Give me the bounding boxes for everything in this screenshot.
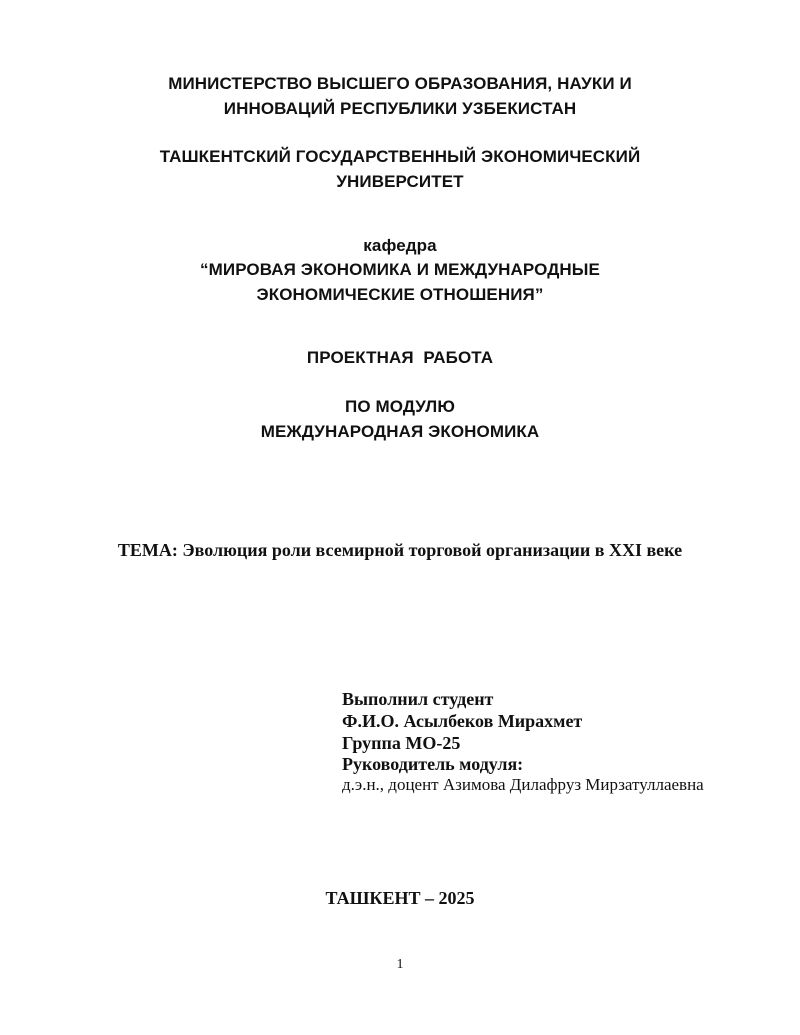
supervisor-label: Руководитель модуля: [342,754,524,774]
ministry-line-2: ИННОВАЦИЙ РЕСПУБЛИКИ УЗБЕКИСТАН [223,99,577,118]
university-line-1: ТАШКЕНТСКИЙ ГОСУДАРСТВЕННЫЙ ЭКОНОМИЧЕСКИЙ [159,147,641,166]
city-year: ТАШКЕНТ – 2025 [325,888,475,908]
module-line-2: МЕЖДУНАРОДНАЯ ЭКОНОМИКА [260,422,540,441]
university-line-2: УНИВЕРСИТЕТ [336,172,464,191]
department-line-1: “МИРОВАЯ ЭКОНОМИКА И МЕЖДУНАРОДНЫЕ [200,260,600,279]
supervisor-name: д.э.н., доцент Азимова Дилафруз Мирзатуллаевна [342,775,704,794]
topic: ТЕМА: Эволюция роли всемирной торговой организации в XXI веке [117,540,683,560]
work-type: ПРОЕКТНАЯ РАБОТА [306,348,494,367]
department-line-2: ЭКОНОМИЧЕСКИЕ ОТНОШЕНИЯ” [256,285,544,304]
performed-by: Выполнил студент [342,689,494,709]
department-label: кафедра [363,236,437,255]
page-number: 1 [396,957,404,972]
student-name: Ф.И.О. Асылбеков Мирахмет [342,711,583,731]
student-group: Группа МО-25 [342,733,461,753]
module-line-1: ПО МОДУЛЮ [345,397,455,416]
ministry-line-1: МИНИСТЕРСТВО ВЫСШЕГО ОБРАЗОВАНИЯ, НАУКИ И [168,74,632,93]
